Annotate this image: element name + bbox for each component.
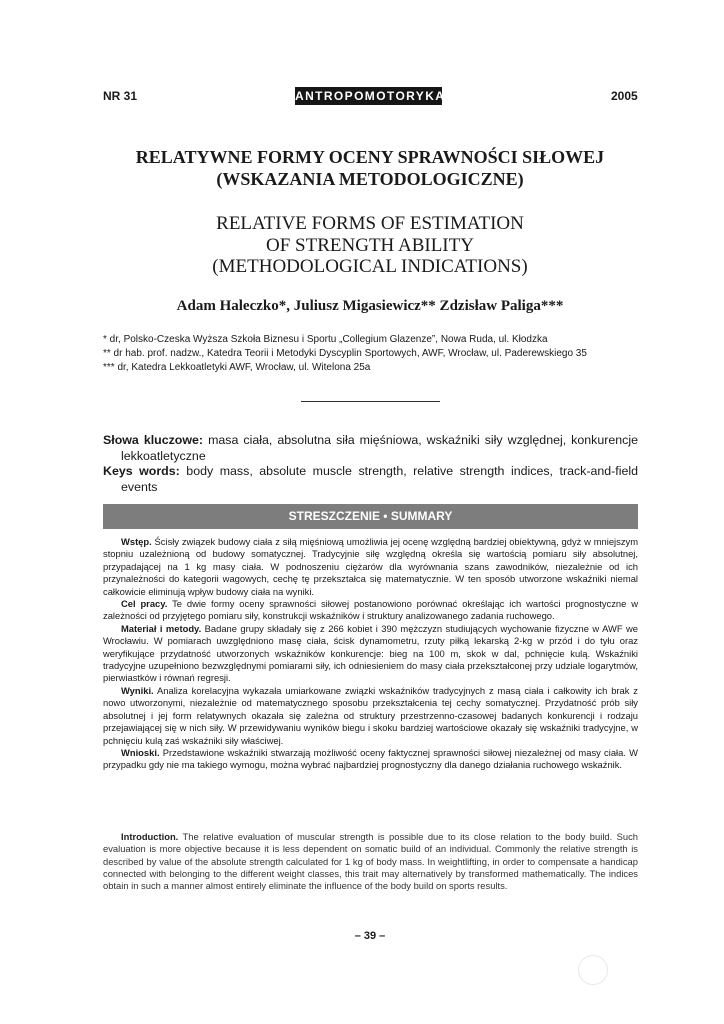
introduction-paragraph bbox=[103, 831, 638, 892]
journal-name: ANTROPOMOTORYKA bbox=[295, 89, 446, 103]
authors: Adam Haleczko*, Juliusz Migasiewicz** Zdzisław Paliga*** bbox=[176, 298, 564, 314]
summary-body bbox=[103, 536, 638, 772]
title-english-line: OF STRENGTH ABILITY bbox=[266, 234, 474, 256]
summary-label: Cel pracy. bbox=[121, 598, 168, 610]
keywords-english-label: Keys words: bbox=[103, 464, 180, 478]
keywords-polish-text: masa ciała, absolutna siła mięśniowa, wskaźniki siły względnej, konkurencje lekkoatletyczne bbox=[121, 433, 638, 463]
summary-text: Te dwie formy oceny sprawności siłowej postanowiono porównać określając ich wartości prognostyczne w zależności od przyjętego pomiaru siły, konstrukcji wskaźników i struktury analizowanego zadania ruchowego. bbox=[103, 598, 638, 622]
divider bbox=[301, 401, 440, 402]
summary-paragraph bbox=[103, 536, 638, 598]
title-english-line: (METHODOLOGICAL INDICATIONS) bbox=[212, 256, 528, 277]
affiliation: ** dr hab. prof. nadzw., Katedra Teorii i Metodyki Dyscyplin Sportowych, AWF, Wrocław, ul. Paderewskiego 35 bbox=[103, 348, 587, 360]
summary-paragraph bbox=[103, 685, 638, 747]
summary-text: Analiza korelacyjna wykazała umiarkowane związki wskaźników tradycyjnych z masą ciała i całkowity ich brak z nowo utworzonymi, niezależnie od matematycznego sposobu przekształcenia tej cechy somatycznej. Przydatność prób siły absolutnej i jej form relatywnych okazała się zależna od struktury przestrzenno-czasowej badanych konkurencji i rodzaju przejawiającej się w nich siły. W przewidywaniu wyników biegu i skoku bardziej wartościowe okazały się wskaźniki tradycyjne, w pchnięciu kulą zaś wskaźniki siły właściwej. bbox=[103, 684, 638, 746]
keywords-english-text: body mass, absolute muscle strength, relative strength indices, track-and-field events bbox=[121, 464, 639, 494]
summary-text: Przedstawione wskaźniki stwarzają możliwość oceny faktycznej sprawności siłowej niezależnej od masy ciała. W przypadku gdy nie ma takiego wymogu, można wybrać najbardziej prognostyczny dla danego działania ruchowego wskaźnik. bbox=[103, 746, 638, 771]
title-english bbox=[60, 213, 680, 278]
summary-paragraph bbox=[103, 598, 638, 623]
publication-year: 2005 bbox=[611, 89, 638, 103]
affiliation: * dr, Polsko-Czeska Wyższa Szkoła Biznesu i Sportu „Collegium Glazenze”, Nowa Ruda, ul. Kłodzka bbox=[103, 334, 548, 345]
affiliations bbox=[103, 333, 663, 376]
summary-label: Wnioski. bbox=[121, 746, 160, 758]
summary-text: Ścisły związek budowy ciała z siłą mięśniową umożliwia jej ocenę względną bardziej obiektywną, gdyż w mniejszym stopniu uzależnioną od budowy somatycznej. Tradycyjnie siłę względną określa się wartością pomiaru siły absolutnej, przypadającej na 1 kg masy ciała. W podnoszeniu ciężarów dla wyrównania szans zawodników, niezależnie od ich przynależności do kategorii wagowych, cechę tę przekształca się matematycznie. W ten sposób utworzone wskaźniki niemal całkowicie eliminują wpływ budowy ciała na wyniki. bbox=[103, 536, 638, 597]
keywords bbox=[103, 433, 638, 495]
summary-label: Wyniki. bbox=[121, 684, 154, 696]
summary-label: Materiał i metody. bbox=[121, 622, 202, 634]
keywords-english bbox=[103, 464, 638, 495]
title-english-line: RELATIVE FORMS OF ESTIMATION bbox=[216, 213, 524, 234]
affiliation: *** dr, Katedra Lekkoatletyki AWF, Wrocław, ul. Witelona 25a bbox=[103, 362, 371, 374]
keywords-polish bbox=[103, 433, 638, 464]
summary-paragraph bbox=[103, 747, 638, 772]
introduction-label: Introduction. bbox=[121, 831, 179, 842]
summary-text: Badane grupy składały się z 266 kobiet i 390 mężczyzn studiujących wychowanie fizyczne w AWF we Wrocławiu. W pomiarach uwzględniono masę ciała, ścisk dynamometru, rzuty piłką lekarską 2-kg w przód i do tyłu oraz weryfikujące przydatność utworzonych wskaźników konkurencje: bieg na 100 m, skok w dal, pchnięcie kulą. Wskaźniki tradycyjne uzupełniono bezwzględnymi pomiarami siły, ich odniesieniem do masy ciała przekształconej przy udziale logarytmów, pierwiastków i równań regresji. bbox=[103, 622, 638, 684]
summary-paragraph bbox=[103, 623, 638, 685]
title-polish-line: RELATYWNE FORMY OCENY SPRAWNOŚCI SIŁOWEJ bbox=[135, 147, 605, 167]
introduction bbox=[103, 831, 638, 892]
summary-band: STRESZCZENIE • SUMMARY bbox=[103, 504, 638, 529]
issue-number: NR 31 bbox=[103, 89, 138, 103]
title-polish bbox=[60, 146, 680, 190]
introduction-text: The relative evaluation of muscular strength is possible due to its close relation to the body build. Such evaluation is more objective because it is less dependent on somatic build of an individual. Commonly the relative strength is described by value of the absolute strength calculated for 1 kg of body mass. In weightlifting, in order to compensate a handicap connected with belonging to the different weight classes, this trait may alternatively by transformed mathematically. The indices obtain in such a manner almost entirely eliminate the influence of the body build on sports results. bbox=[103, 831, 638, 892]
keywords-polish-label: Słowa kluczowe: bbox=[103, 433, 204, 447]
title-polish-line: (WSKAZANIA METODOLOGICZNE) bbox=[216, 169, 524, 189]
watermark-seal-icon bbox=[578, 955, 608, 985]
summary-label: Wstęp. bbox=[121, 536, 152, 547]
page-number: – 39 – bbox=[354, 930, 386, 942]
